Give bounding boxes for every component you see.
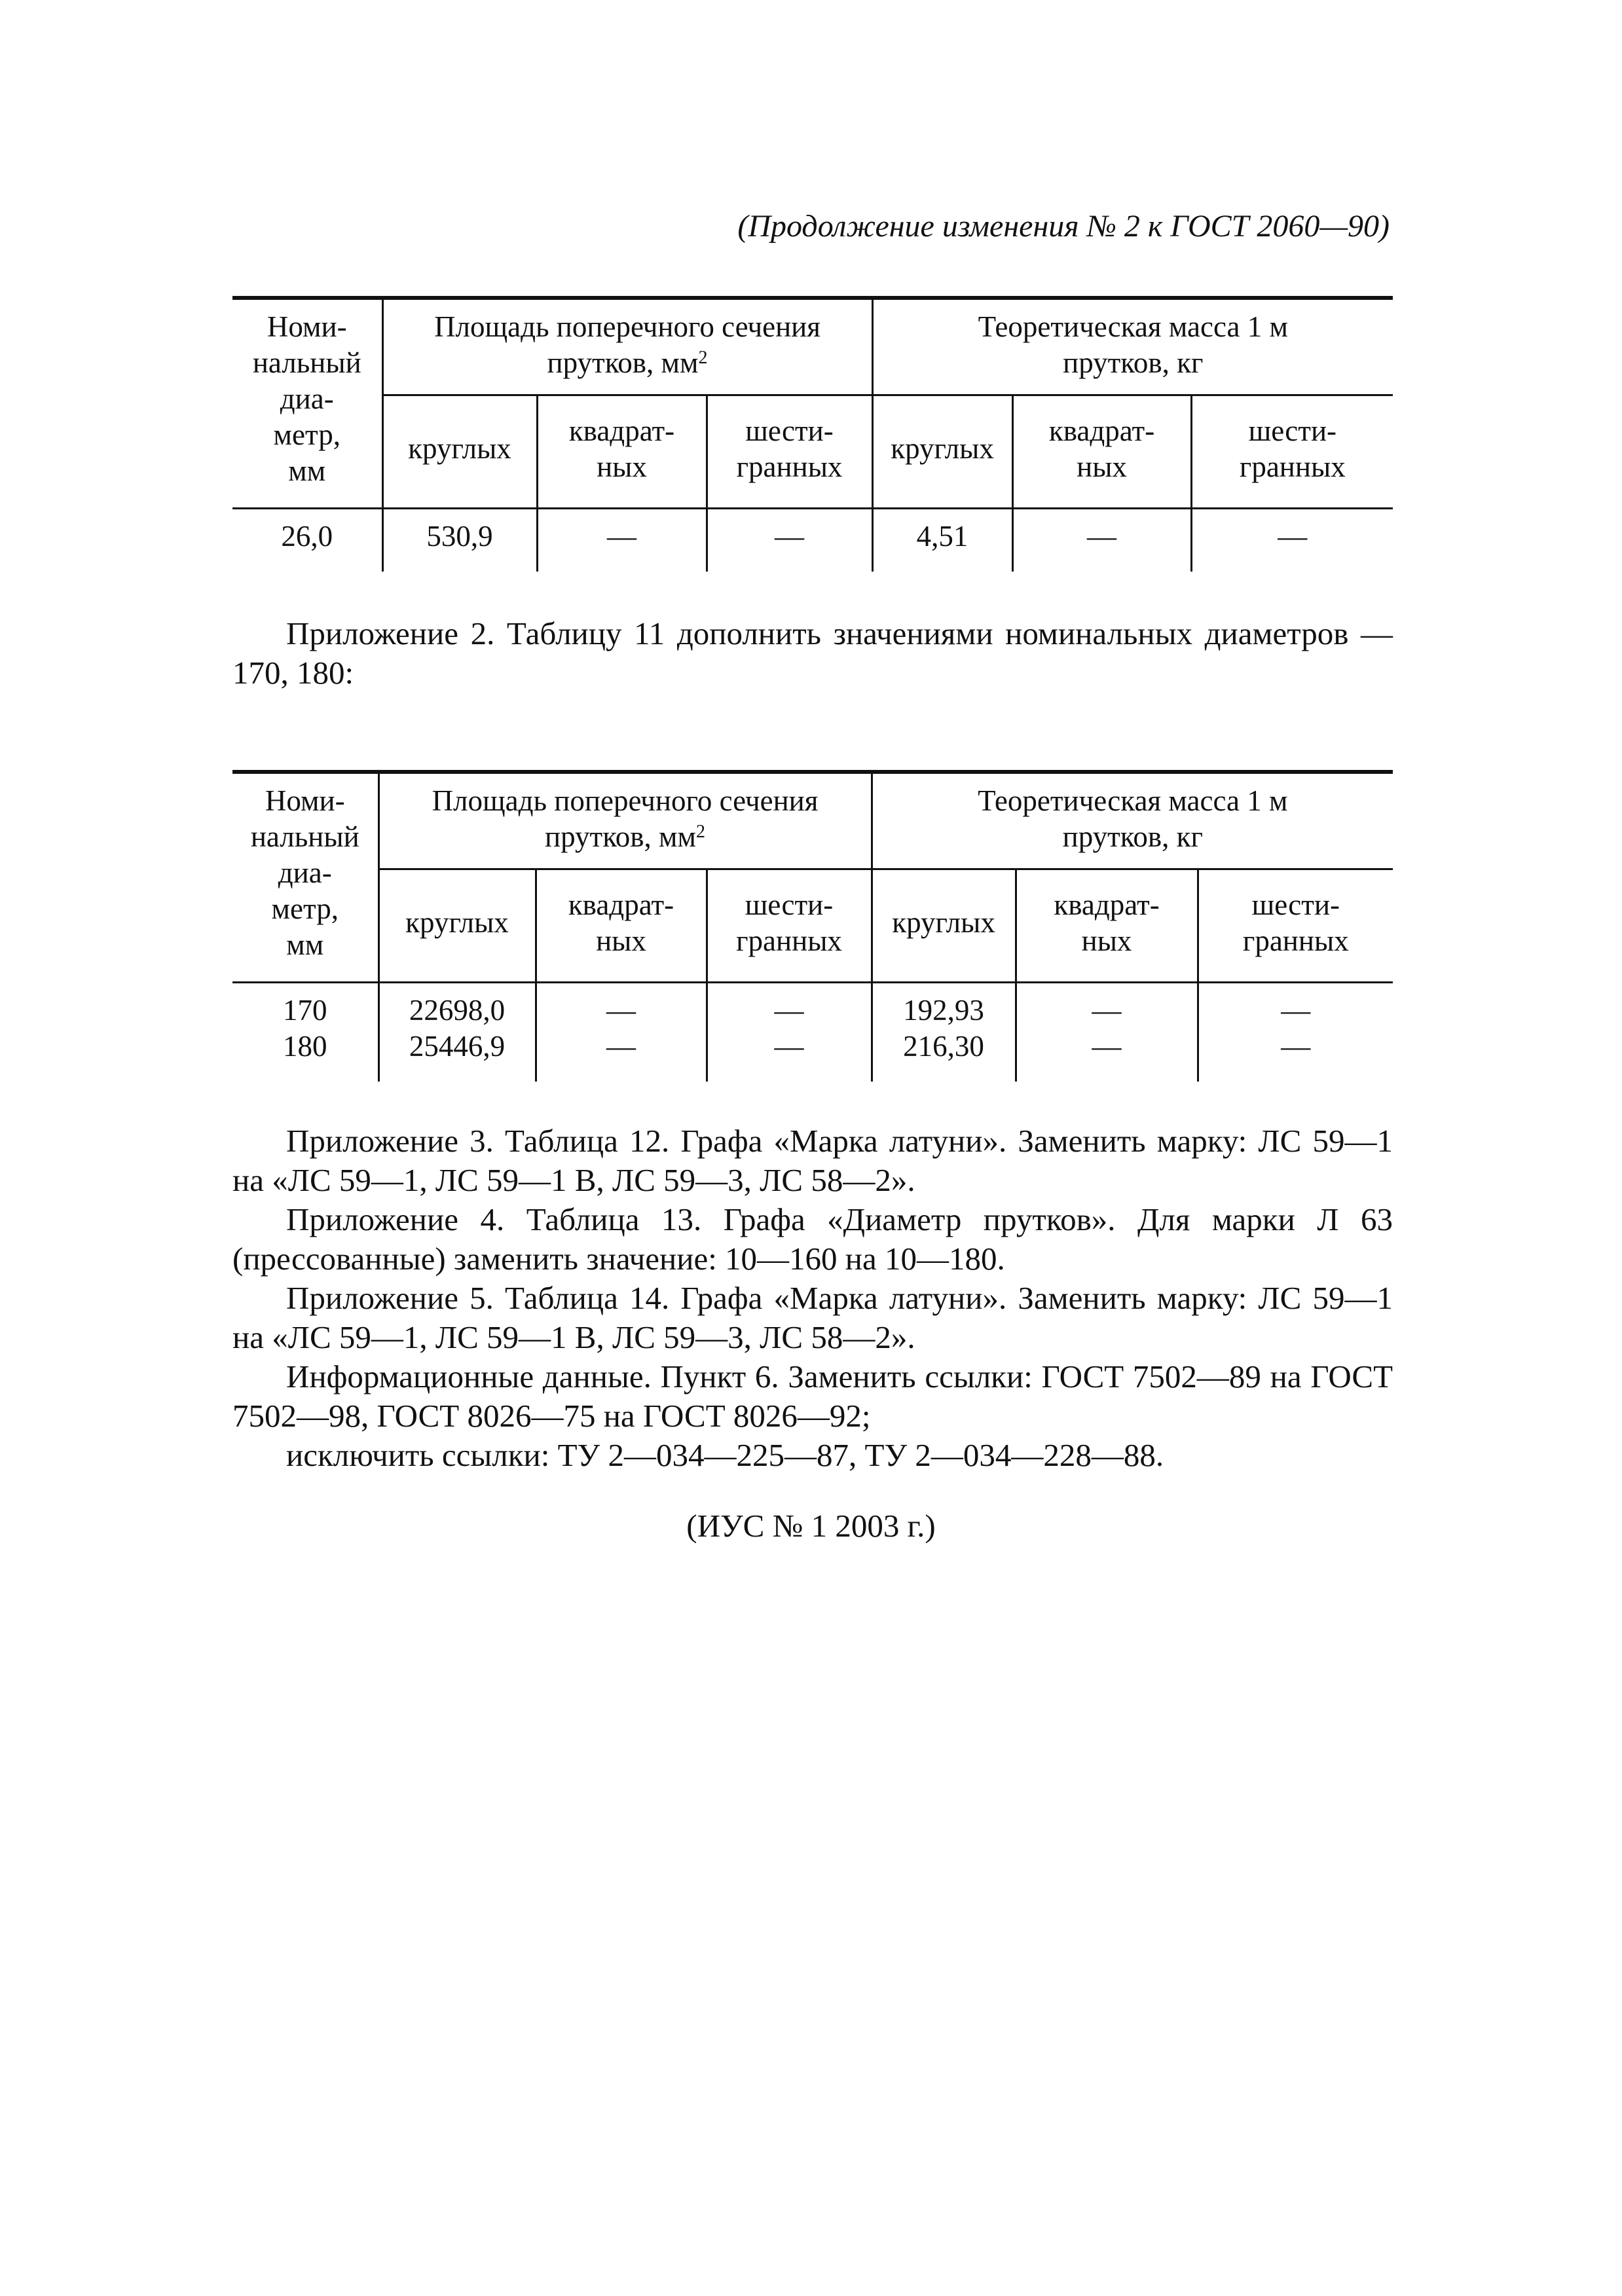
header-area-square: квадрат- ных: [537, 395, 707, 508]
table-2: [232, 770, 1393, 1082]
header-area-round: круглых: [382, 395, 537, 508]
cell-mass-square: —: [1012, 508, 1191, 571]
paragraph-appendix-5: Приложение 5. Таблица 14. Графа «Марка латуни». Заменить марку: ЛС 59—1 на «ЛС 59—1, ЛС 59—1 В, ЛС 59—3, ЛС 58—2».: [232, 1280, 1393, 1355]
header-mass-hex: шести- гранных: [1198, 869, 1393, 982]
cell-mass-round: 192,93: [872, 982, 1016, 1028]
cell-diameter: 180: [283, 1029, 327, 1063]
header-mass-round: круглых: [872, 395, 1012, 508]
header-mass-square: квадрат- ных: [1012, 395, 1191, 508]
cell-area-square: —: [536, 1029, 707, 1082]
cell-area-square: —: [537, 508, 707, 571]
header-diameter: Номи- нальный диа- метр, мм: [232, 772, 378, 982]
table-row: [232, 982, 1393, 1028]
ius-reference: (ИУС № 1 2003 г.): [686, 1508, 936, 1544]
cell-area-hex: —: [707, 1029, 872, 1082]
header-area-hex: шести- гранных: [707, 395, 872, 508]
paragraph-appendix-2: Приложение 2. Таблицу 11 дополнить значениями номинальных диаметров — 170, 180:: [232, 615, 1393, 691]
header-area-hex: шести- гранных: [707, 869, 872, 982]
cell-mass-hex: —: [1198, 982, 1393, 1028]
cell-mass-round: 4,51: [872, 508, 1012, 571]
cell-area-round: 22698,0: [378, 982, 536, 1028]
header-mass-group: Теоретическая масса 1 м прутков, кг: [872, 772, 1393, 869]
paragraph-appendix-4: Приложение 4. Таблица 13. Графа «Диаметр прутков». Для марки Л 63 (прессованные) заменить значение: 10—160 на 10—180.: [232, 1201, 1393, 1277]
paragraph-info-data: Информационные данные. Пункт 6. Заменить ссылки: ГОСТ 7502—89 на ГОСТ 7502—98, ГОСТ 8026—75 на ГОСТ 8026—92;: [232, 1358, 1393, 1434]
cell-mass-hex: —: [1191, 508, 1393, 571]
cell-mass-square: —: [1016, 982, 1198, 1028]
header-area-round: круглых: [378, 869, 536, 982]
header-diameter: Номи- нальный диа- метр, мм: [232, 298, 382, 508]
cell-area-hex: —: [707, 508, 872, 571]
amendments-text: [232, 1121, 1393, 1475]
header-mass-group: Теоретическая масса 1 м прутков, кг: [872, 298, 1393, 395]
header-area-square: квадрат- ных: [536, 869, 707, 982]
header-mass-square: квадрат- ных: [1016, 869, 1198, 982]
paragraph-exclude-refs: исключить ссылки: ТУ 2—034—225—87, ТУ 2—034—228—88.: [286, 1437, 1164, 1473]
cell-mass-round: 216,30: [872, 1029, 1016, 1082]
cell-diameter: 26,0: [281, 519, 333, 553]
header-mass-round: круглых: [872, 869, 1016, 982]
cell-area-hex: —: [707, 982, 872, 1028]
header-area-group: Площадь поперечного сечения прутков, $мм^2$: [378, 772, 872, 869]
header-mass-hex: шести- гранных: [1191, 395, 1393, 508]
cell-mass-hex: —: [1198, 1029, 1393, 1082]
paragraph-appendix-3: Приложение 3. Таблица 12. Графа «Марка латуни». Заменить марку: ЛС 59—1 на «ЛС 59—1, ЛС 59—1 В, ЛС 59—3, ЛС 58—2».: [232, 1123, 1393, 1198]
table-row: [232, 1029, 1393, 1082]
continuation-note: (Продолжение изменения № 2 к ГОСТ 2060—90): [737, 209, 1390, 244]
table-row: [232, 508, 1393, 571]
cell-mass-square: —: [1016, 1029, 1198, 1082]
table-1: [232, 296, 1393, 572]
header-area-group: Площадь поперечного сечения прутков, $мм^2$: [382, 298, 872, 395]
cell-area-round: 25446,9: [378, 1029, 536, 1082]
cell-area-square: —: [536, 982, 707, 1028]
cell-area-round: 530,9: [382, 508, 537, 571]
cell-diameter: 170: [283, 993, 327, 1027]
